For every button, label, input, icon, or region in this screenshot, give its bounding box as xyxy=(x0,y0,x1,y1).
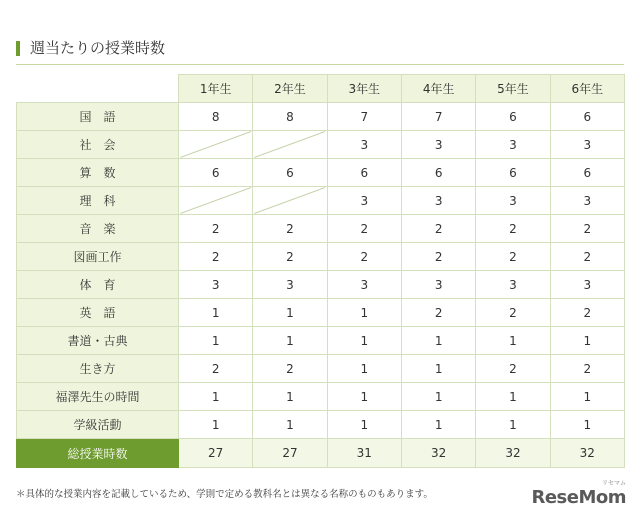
table-row xyxy=(17,187,625,215)
table-cell: 1 xyxy=(253,327,327,355)
table-cell: 2 xyxy=(550,215,624,243)
not-applicable-cell xyxy=(253,131,327,159)
table-cell: 3 xyxy=(179,271,253,299)
table-cell: 1 xyxy=(550,327,624,355)
column-header: 2年生 xyxy=(253,75,327,103)
table-row xyxy=(17,327,625,355)
table-cell: 1 xyxy=(401,355,475,383)
table-cell: 1 xyxy=(179,411,253,439)
row-label: 国 語 xyxy=(17,103,179,131)
table-cell: 1 xyxy=(327,411,401,439)
row-label: 理 科 xyxy=(17,187,179,215)
table-cell: 1 xyxy=(253,411,327,439)
table-cell: 1 xyxy=(253,383,327,411)
table-cell: 2 xyxy=(253,243,327,271)
table-header-row xyxy=(17,75,625,103)
row-label: 英 語 xyxy=(17,299,179,327)
total-cell: 32 xyxy=(476,439,550,468)
table-cell: 6 xyxy=(550,159,624,187)
table-cell: 1 xyxy=(327,327,401,355)
table-cell: 1 xyxy=(179,383,253,411)
table-cell: 1 xyxy=(253,299,327,327)
table-cell: 8 xyxy=(179,103,253,131)
table-cell: 2 xyxy=(476,243,550,271)
table-cell: 2 xyxy=(253,215,327,243)
table-cell: 7 xyxy=(401,103,475,131)
table-row xyxy=(17,271,625,299)
logo-kana: リセマム xyxy=(602,480,626,487)
table-cell: 2 xyxy=(550,243,624,271)
total-cell: 32 xyxy=(550,439,624,468)
table-cell: 1 xyxy=(327,299,401,327)
table-cell: 3 xyxy=(327,131,401,159)
table-row xyxy=(17,215,625,243)
row-label: 書道・古典 xyxy=(17,327,179,355)
table-cell: 1 xyxy=(179,327,253,355)
class-hours-table xyxy=(16,74,625,468)
total-label: 総授業時数 xyxy=(17,439,179,468)
row-label: 福澤先生の時間 xyxy=(17,383,179,411)
table-cell: 1 xyxy=(401,327,475,355)
not-applicable-cell xyxy=(179,131,253,159)
footnote: ＊具体的な授業内容を記載しているため、学則で定める教科名とは異なる名称のものもあります。 xyxy=(16,489,433,500)
column-header: 6年生 xyxy=(550,75,624,103)
table-cell: 2 xyxy=(476,299,550,327)
row-label: 音 楽 xyxy=(17,215,179,243)
row-label: 生き方 xyxy=(17,355,179,383)
table-cell: 2 xyxy=(179,355,253,383)
column-header: 3年生 xyxy=(327,75,401,103)
table-row xyxy=(17,383,625,411)
table-cell: 1 xyxy=(550,383,624,411)
table-cell: 8 xyxy=(253,103,327,131)
table-cell: 6 xyxy=(476,103,550,131)
not-applicable-cell xyxy=(253,187,327,215)
resemom-logo xyxy=(522,480,626,510)
table-cell: 3 xyxy=(253,271,327,299)
table-cell: 6 xyxy=(327,159,401,187)
total-row xyxy=(17,439,625,468)
row-label: 算 数 xyxy=(17,159,179,187)
table-cell: 3 xyxy=(401,271,475,299)
table-cell: 2 xyxy=(401,243,475,271)
logo-text: ReseMom xyxy=(531,487,626,508)
table-cell: 6 xyxy=(401,159,475,187)
table-cell: 3 xyxy=(401,187,475,215)
table-cell: 1 xyxy=(476,411,550,439)
table-cell: 1 xyxy=(476,383,550,411)
row-label: 学級活動 xyxy=(17,411,179,439)
table-cell: 2 xyxy=(327,243,401,271)
table-cell: 1 xyxy=(476,327,550,355)
table-row xyxy=(17,355,625,383)
table-cell: 2 xyxy=(179,215,253,243)
table-cell: 3 xyxy=(550,131,624,159)
table-cell: 3 xyxy=(550,271,624,299)
table-cell: 2 xyxy=(550,355,624,383)
total-cell: 27 xyxy=(253,439,327,468)
table-cell: 3 xyxy=(476,271,550,299)
table-row xyxy=(17,159,625,187)
table-cell: 3 xyxy=(327,271,401,299)
table-row xyxy=(17,411,625,439)
table-cell: 6 xyxy=(179,159,253,187)
table-cell: 2 xyxy=(476,215,550,243)
section-header xyxy=(16,38,624,65)
total-cell: 27 xyxy=(179,439,253,468)
corner-cell xyxy=(17,75,179,103)
table-cell: 1 xyxy=(179,299,253,327)
table-cell: 1 xyxy=(401,383,475,411)
table-cell: 1 xyxy=(401,411,475,439)
total-cell: 31 xyxy=(327,439,401,468)
total-cell: 32 xyxy=(401,439,475,468)
row-label: 社 会 xyxy=(17,131,179,159)
table-cell: 3 xyxy=(550,187,624,215)
table-cell: 2 xyxy=(179,243,253,271)
table-cell: 2 xyxy=(327,215,401,243)
table-cell: 1 xyxy=(327,383,401,411)
table-row xyxy=(17,103,625,131)
table-cell: 2 xyxy=(401,215,475,243)
table-row xyxy=(17,299,625,327)
table-cell: 1 xyxy=(327,355,401,383)
column-header: 1年生 xyxy=(179,75,253,103)
page-title: 週当たりの授業時数 xyxy=(30,39,166,57)
column-header: 5年生 xyxy=(476,75,550,103)
table-row xyxy=(17,243,625,271)
table-cell: 7 xyxy=(327,103,401,131)
table-cell: 2 xyxy=(401,299,475,327)
table-cell: 6 xyxy=(253,159,327,187)
table-cell: 2 xyxy=(253,355,327,383)
table-cell: 6 xyxy=(550,103,624,131)
table-cell: 2 xyxy=(476,355,550,383)
table-cell: 1 xyxy=(550,411,624,439)
table-cell: 3 xyxy=(401,131,475,159)
table-cell: 3 xyxy=(476,131,550,159)
table-cell: 6 xyxy=(476,159,550,187)
table-cell: 2 xyxy=(550,299,624,327)
title-accent-bar xyxy=(16,41,20,56)
table-row xyxy=(17,131,625,159)
not-applicable-cell xyxy=(179,187,253,215)
row-label: 体 育 xyxy=(17,271,179,299)
column-header: 4年生 xyxy=(401,75,475,103)
row-label: 図画工作 xyxy=(17,243,179,271)
table-cell: 3 xyxy=(476,187,550,215)
table-cell: 3 xyxy=(327,187,401,215)
